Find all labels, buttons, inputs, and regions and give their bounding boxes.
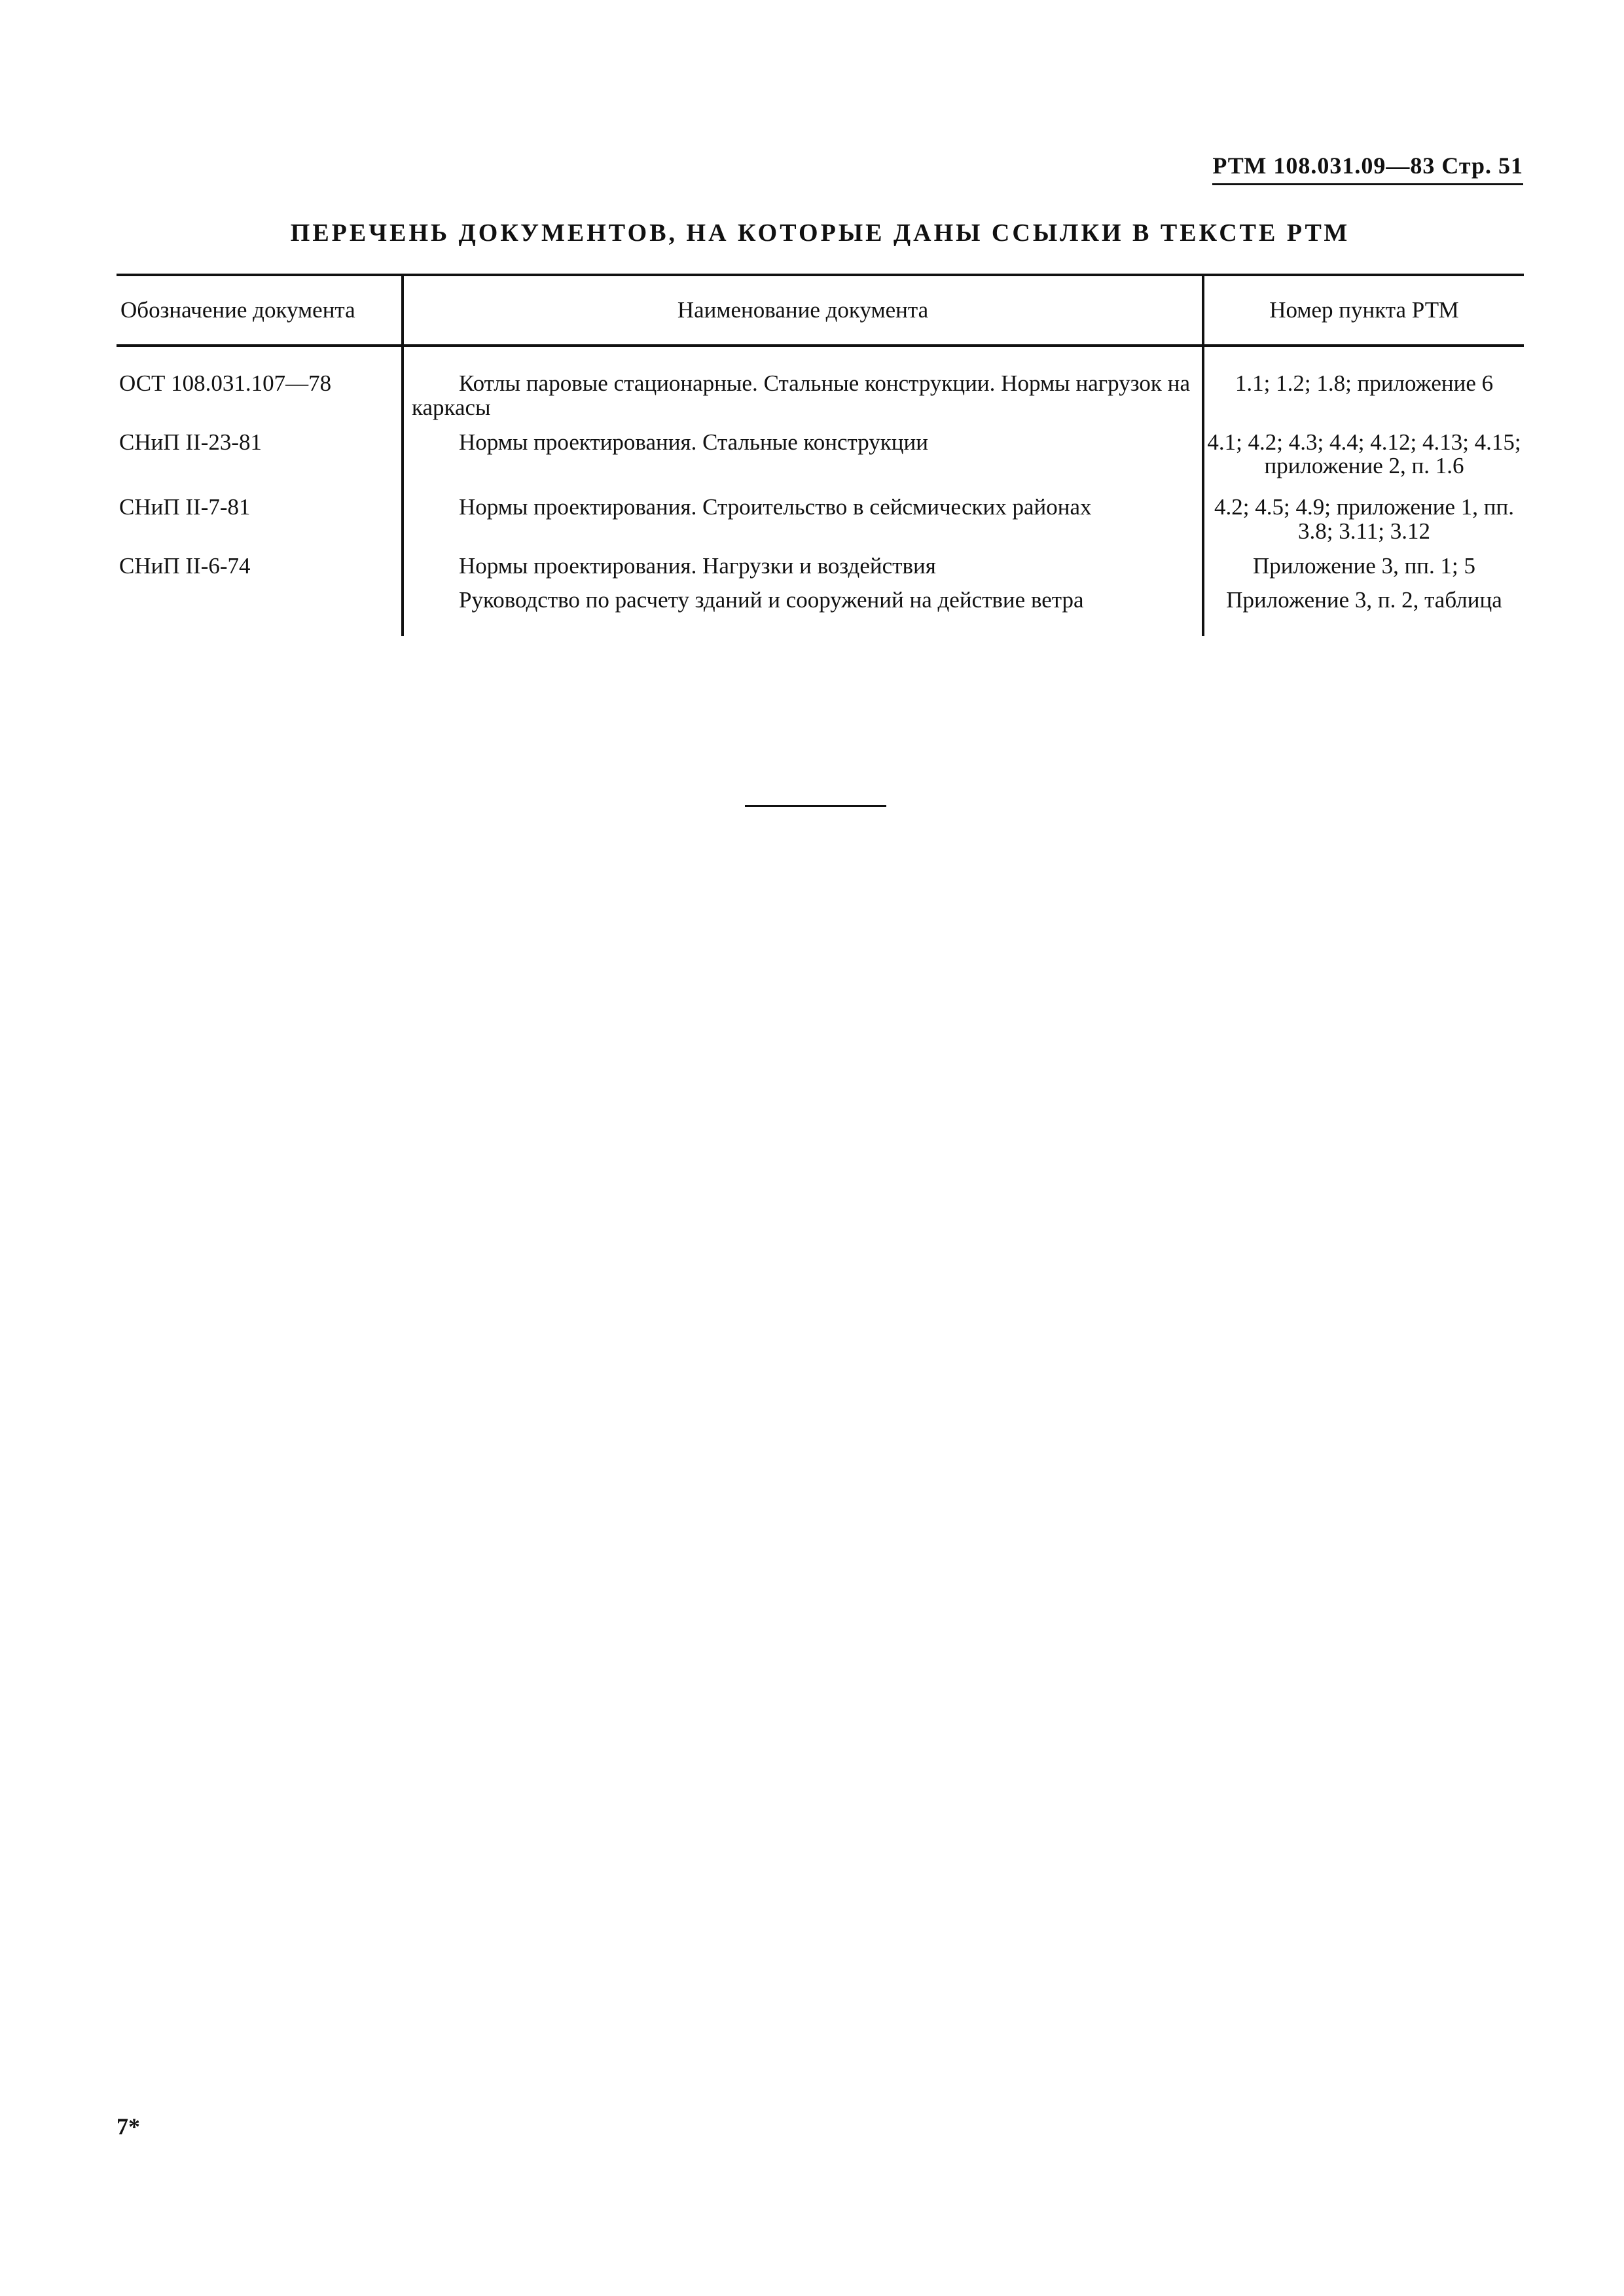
table-header xyxy=(117,275,1524,346)
cell-document-name: Нормы проектирования. Стальные конструкции xyxy=(403,425,1203,484)
cell-rtm-points: Приложение 3, пп. 1; 5 xyxy=(1252,552,1476,579)
cell-rtm-points: 4.2; 4.5; 4.9; приложение 1, пп. 3.8; 3.11; 3.12 xyxy=(1214,494,1514,544)
end-of-section-rule xyxy=(745,805,886,807)
table-row xyxy=(117,484,1524,549)
cell-document-name: Нормы проектирования. Строительство в сейсмических районах xyxy=(403,484,1203,549)
cell-rtm-points: Приложение 3, п. 2, таблица xyxy=(1226,587,1502,613)
table-row xyxy=(117,583,1524,636)
cell-document-name: Руководство по расчету зданий и сооружений на действие ветра xyxy=(403,583,1203,636)
running-header-reference: РТМ 108.031.09—83 Стр. 51 xyxy=(1212,152,1523,185)
table-row xyxy=(117,549,1524,584)
table-row xyxy=(117,425,1524,484)
references-table xyxy=(117,274,1524,636)
column-header-code: Обозначение документа xyxy=(117,275,403,346)
document-title: ПЕРЕЧЕНЬ ДОКУМЕНТОВ, НА КОТОРЫЕ ДАНЫ ССЫЛКИ В ТЕКСТЕ РТМ xyxy=(290,219,1350,247)
cell-document-name: Нормы проектирования. Нагрузки и воздействия xyxy=(403,549,1203,584)
page-signature-mark: 7* xyxy=(117,2113,140,2140)
cell-document-code: ОСТ 108.031.107—78 xyxy=(117,346,403,425)
cell-document-code xyxy=(117,583,403,636)
column-header-name: Наименование документа xyxy=(403,275,1203,346)
table-row xyxy=(117,346,1524,425)
cell-rtm-points: 1.1; 1.2; 1.8; приложение 6 xyxy=(1235,370,1494,396)
cell-document-code: СНиП II-6-74 xyxy=(117,549,403,584)
table-header-row xyxy=(117,275,1524,346)
column-header-points: Номер пункта РТМ xyxy=(1269,296,1459,323)
cell-document-code: СНиП II-7-81 xyxy=(117,484,403,549)
table-body xyxy=(117,346,1524,636)
cell-rtm-points: 4.1; 4.2; 4.3; 4.4; 4.12; 4.13; 4.15; приложение 2, п. 1.6 xyxy=(1207,429,1521,479)
cell-document-name: Котлы паровые стационарные. Стальные конструкции. Нормы нагрузок на каркасы xyxy=(403,346,1203,425)
cell-document-code: СНиП II-23-81 xyxy=(117,425,403,484)
